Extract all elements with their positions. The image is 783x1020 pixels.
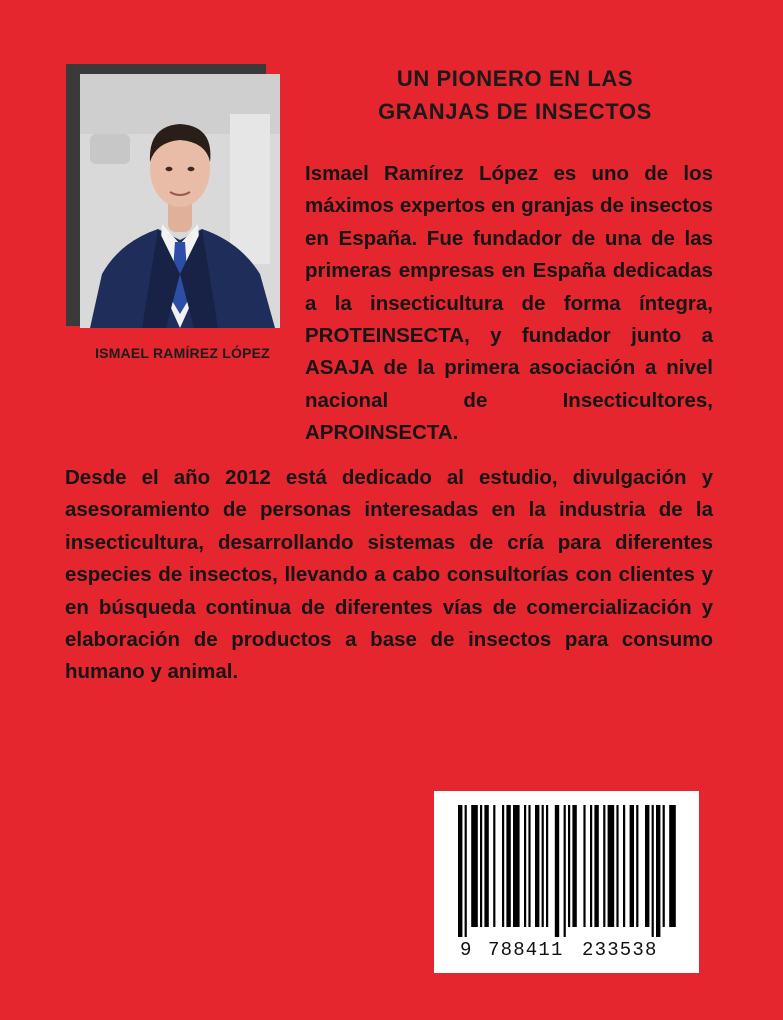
barcode-bar: [656, 805, 660, 937]
barcode-bar: [623, 805, 625, 927]
barcode-bar: [630, 805, 634, 927]
barcode-bar: [458, 805, 462, 937]
career-paragraph: Desde el año 2012 está dedicado al estudio, divulgación y asesoramiento de personas interesadas en la industria de la insecticultura, desarrollando sistemas de cría para diferentes especies de insectos, llevando a cabo consultorías con clientes y en búsqueda continua de diferentes vías de comercialización y elaboración de productos a base de insectos para consumo humano y animal.: [65, 466, 713, 684]
barcode-bar: [590, 805, 592, 927]
barcode-bar: [608, 805, 615, 927]
barcode-bar: [506, 805, 510, 927]
barcode-bar: [652, 805, 654, 937]
title-line-1: UN PIONERO EN LAS: [396, 66, 634, 91]
barcode-bar: [663, 805, 665, 927]
title-line-2: GRANJAS DE INSECTOS: [378, 99, 652, 124]
barcode-bar: [528, 805, 530, 927]
barcode-bar: [502, 805, 504, 927]
barcode-bar: [572, 805, 576, 927]
barcode-bar: [513, 805, 520, 927]
bio-paragraph: Ismael Ramírez López es uno de los máximos expertos en granjas de insectos en España. Fue fundador de una de las primeras empresas en España dedicadas a la insecticultura de forma íntegra, PROTEINSECTA, y fundador junto a ASAJA de la primera asociación a nivel nacional de Insecticultores, APROINSECTA.: [305, 162, 713, 445]
barcode-bar: [471, 805, 478, 927]
barcode-bar: [546, 805, 548, 927]
isbn-barcode: [434, 791, 699, 973]
barcode-bar: [568, 805, 570, 927]
isbn-group-1: 788411: [488, 939, 564, 961]
barcode-bar: [484, 805, 488, 927]
barcode-bar: [669, 805, 676, 927]
barcode-bar: [616, 805, 618, 927]
author-caption: ISMAEL RAMÍREZ LÓPEZ: [95, 345, 270, 361]
barcode-bar: [542, 805, 544, 927]
page-title: [330, 62, 700, 128]
barcode-bar: [636, 805, 638, 927]
barcode-bar: [480, 805, 482, 927]
barcode-bar: [645, 805, 649, 927]
barcode-bar: [594, 805, 598, 927]
barcode-bars: [456, 805, 678, 937]
barcode-bar: [555, 805, 559, 937]
barcode-bar: [493, 805, 495, 927]
barcode-bar: [535, 805, 539, 927]
barcode-bar: [524, 805, 526, 927]
isbn-first-digit: 9: [460, 939, 473, 961]
barcode-bar: [564, 805, 566, 937]
barcode-bar: [603, 805, 605, 927]
isbn-group-2: 233538: [582, 939, 658, 961]
author-portrait-icon: [80, 74, 280, 328]
barcode-bar: [583, 805, 585, 927]
author-photo: [80, 74, 280, 328]
barcode-bar: [465, 805, 467, 937]
